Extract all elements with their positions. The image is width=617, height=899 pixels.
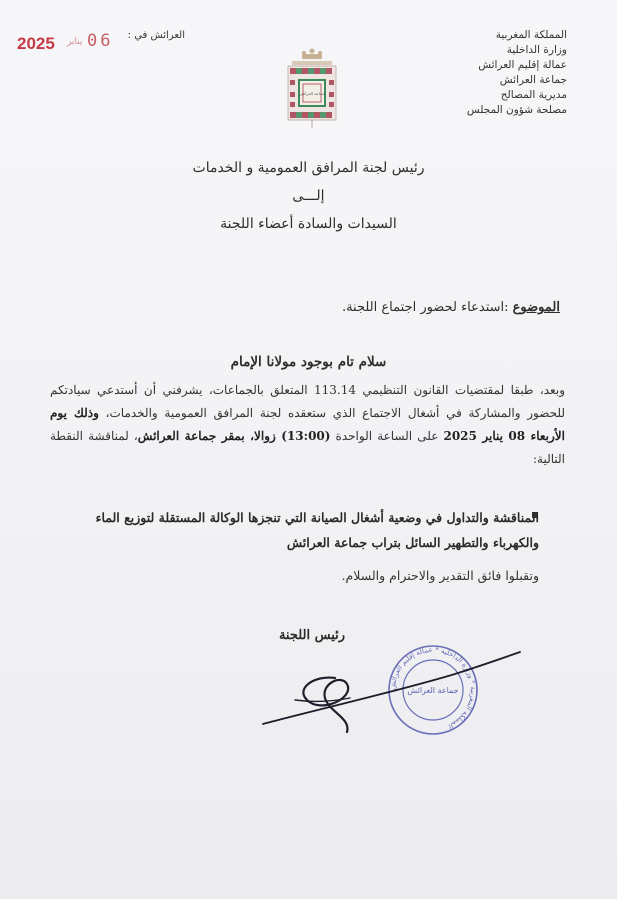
date-stamp-day: 06 — [87, 31, 114, 51]
body-part-5: ، لمناقشة النقطة التالية: — [50, 429, 565, 466]
body-part-1: وبعد، طبقا لمقتضيات القانون التنظيمي 113.14 المتعلق بالجماعات، يشرفني أن أستدعي سيادتكم للحضور والمشاركة في أشغال الاجتماع الذي ستعقده لجنة المرافق العمومية والخدمات، — [50, 383, 565, 420]
letterhead-line: وزارة الداخلية — [506, 44, 567, 56]
agenda-item: المناقشة والتداول في وضعية أشغال الصيانة التي تنجزها الوكالة المستقلة لتوزيع الماء والكهرباء والتطهير السائل بتراب جماعة العرائش — [95, 510, 539, 550]
recipients: السيدات والسادة أعضاء اللجنة — [220, 216, 397, 232]
letterhead-line: المملكة المغربية — [495, 29, 567, 41]
letterhead-line: عمالة إقليم العرائش — [478, 59, 567, 71]
emblem-inner-text: جماعة العرائش — [299, 91, 325, 96]
place-date-label: العرائش في : — [127, 30, 185, 41]
greeting: سلام تام بوجود مولانا الإمام — [230, 354, 387, 370]
to-label: إلـــى — [292, 188, 325, 204]
coat-of-arms-icon — [280, 48, 344, 130]
date-stamp-month: يناير — [67, 37, 83, 47]
handwritten-signature-icon — [255, 640, 525, 740]
body-part-2: وذلك يوم الأربعاء 08 يناير 2025 — [50, 406, 565, 443]
signatory-title: رئيس اللجنة — [278, 628, 346, 643]
body-part-4: (13:00) زوالا، بمقر جماعة العرائش — [137, 429, 331, 443]
sender-title: رئيس لجنة المرافق العمومية و الخدمات — [192, 160, 425, 176]
letterhead-line: مديرية المصالح — [500, 89, 567, 101]
letterhead-line: جماعة العرائش — [499, 74, 567, 86]
subject-line — [342, 300, 560, 315]
subject-text: :استدعاء لحضور اجتماع اللجنة. — [341, 300, 509, 315]
letterhead — [387, 28, 567, 118]
closing-line: وتقبلوا فائق التقدير والاحترام والسلام. — [341, 568, 539, 583]
seal-inner-text: جماعة العرائش — [407, 686, 459, 695]
body-part-3: على الساعة الواحدة — [330, 429, 444, 443]
subject-label: الموضوع — [512, 300, 560, 315]
body-paragraph — [50, 379, 565, 471]
letterhead-line: مصلحة شؤون المجلس — [466, 104, 567, 116]
date-line — [15, 28, 185, 54]
seal-ring-text: المملكة المغربية * وزارة الداخلية * عمالة إقليم العرائش — [388, 645, 478, 731]
date-stamp-year: 2025 — [17, 34, 55, 53]
